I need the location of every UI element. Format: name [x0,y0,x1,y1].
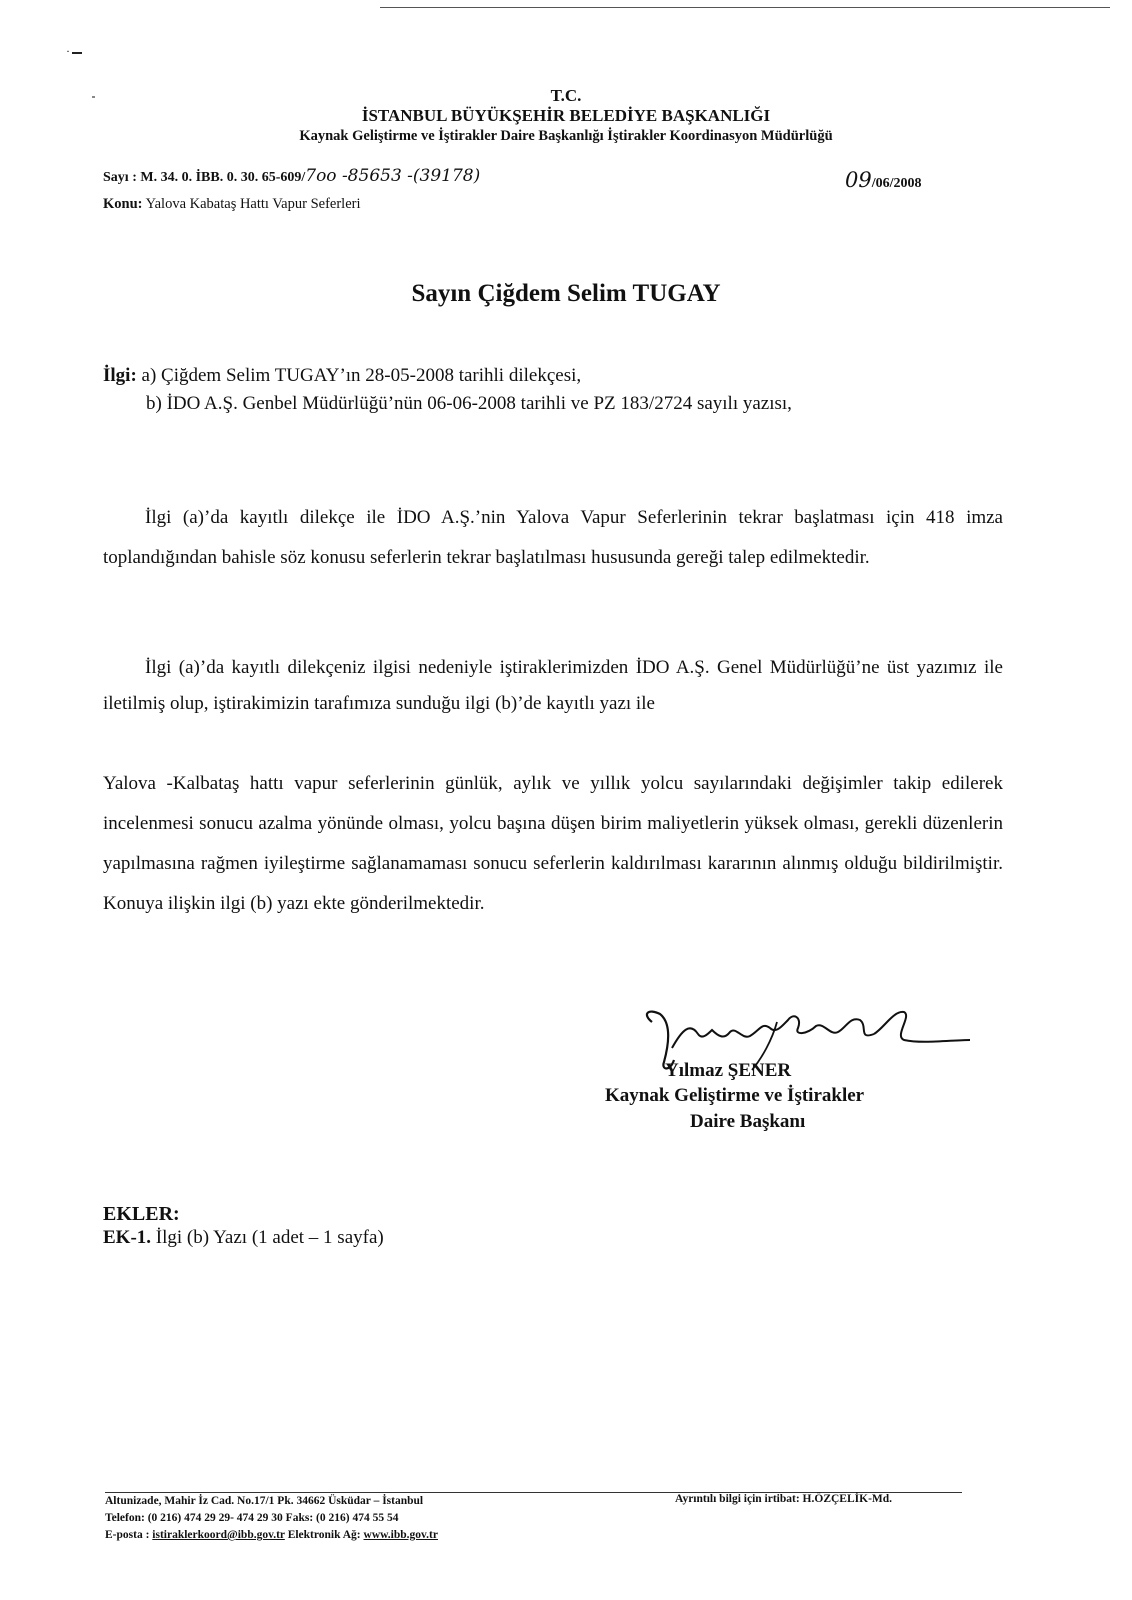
email-label: E-posta : [105,1529,153,1541]
footer-contact-person: Ayrıntılı bilgi için irtibat: H.ÖZÇELİK-Md. [675,1493,893,1505]
reference-handwritten: 7oo -85653 -(39178) [305,166,481,186]
header-department: Kaynak Geliştirme ve İştirakler Daire Başkanlığı İştirakler Koordinasyon Müdürlüğü [299,128,833,144]
ilgi-a-text: a) Çiğdem Selim TUGAY’ın 28-05-2008 tarihli dilekçesi, [136,365,582,386]
web-label: Elektronik Ağ: [284,1529,364,1541]
document-date [845,168,922,192]
top-rule [380,7,1110,8]
attachment-item [103,1227,384,1249]
subject-text: Yalova Kabataş Hattı Vapur Seferleri [142,196,361,212]
email-link[interactable]: istiraklerkoord@ibb.gov.tr [152,1529,285,1541]
attachment-text: İlgi (b) Yazı (1 adet – 1 sayfa) [151,1227,384,1248]
subject-label: Konu: [103,196,143,212]
paragraph-text: İlgi (a)’da kayıtlı dilekçeniz ilgisi nedeniyle iştiraklerimizden İDO A.Ş. Genel Müdürlüğü’ne üst yazımız ile iletilmiş olup, iştirakimizin tarafımıza sunduğu ilgi (b)’de kayıtlı yazı ile [103,657,1003,714]
references-block [103,362,792,418]
signatory-name: Yılmaz ŞENER [665,1060,792,1081]
header-organization: İSTANBUL BÜYÜKŞEHİR BELEDİYE BAŞKANLIĞI [361,106,771,125]
ilgi-label: İlgi: [103,365,137,386]
signatory-title-2: Daire Başkanı [690,1111,806,1132]
footer-links [105,1527,438,1544]
signatory-title: Kaynak Geliştirme ve İştirakler [605,1085,865,1106]
reference-number [103,166,480,186]
subject-line [103,196,360,213]
attachments-heading: EKLER: [103,1203,180,1225]
body-paragraph-3: Yalova -Kalbataş hattı vapur seferlerinin günlük, aylık ve yıllık yolcu sayılarındaki değişimler takip edilerek incelenmesi sonucu azalma yönünde olması, yolcu başına düşen birim maliyetlerin yüksek olması, gerekli düzenlerin yapılmasına rağmen iyileştirme sağlanamaması sonucu seferlerin kaldırılması kararının alınmış olduğu bildirilmiştir. Konuya ilişkin ilgi (b) yazı ekte gönderilmektedir. [103,773,1003,914]
body-paragraph-2 [103,650,1003,722]
footer-contact [105,1493,438,1544]
addressee: Sayın Çiğdem Selim TUGAY [411,280,721,307]
body-paragraph-1 [103,498,1003,578]
header-tc: T.C. [550,86,582,105]
reference-b: b) İDO A.Ş. Genbel Müdürlüğü’nün 06-06-2008 tarihli ve PZ 183/2724 sayılı yazısı, [146,393,792,414]
date-month-year: /06/2008 [871,176,922,191]
scan-mark [72,52,82,54]
reference-printed: : M. 34. 0. İBB. 0. 30. 65-609/ [132,170,306,185]
footer-phone: Telefon: (0 216) 474 29 29- 474 29 30 Faks: (0 216) 474 55 54 [105,1512,399,1524]
reference-a [103,362,792,390]
web-link[interactable]: www.ibb.gov.tr [363,1529,438,1541]
date-day-handwritten: 09 [845,168,872,192]
attachment-label: EK-1. [103,1227,152,1248]
scan-mark: · [66,44,70,58]
footer-address: Altunizade, Mahir İz Cad. No.17/1 Pk. 34662 Üsküdar – İstanbul [105,1495,424,1507]
paragraph-text: İlgi (a)’da kayıtlı dilekçe ile İDO A.Ş.’nin Yalova Vapur Seferlerinin tekrar başlatması için 418 imza toplandığından bahisle söz konusu seferlerin tekrar başlatılması hususunda gereği talep edilmektedir. [103,507,1003,568]
reference-label: Sayı [103,170,129,185]
